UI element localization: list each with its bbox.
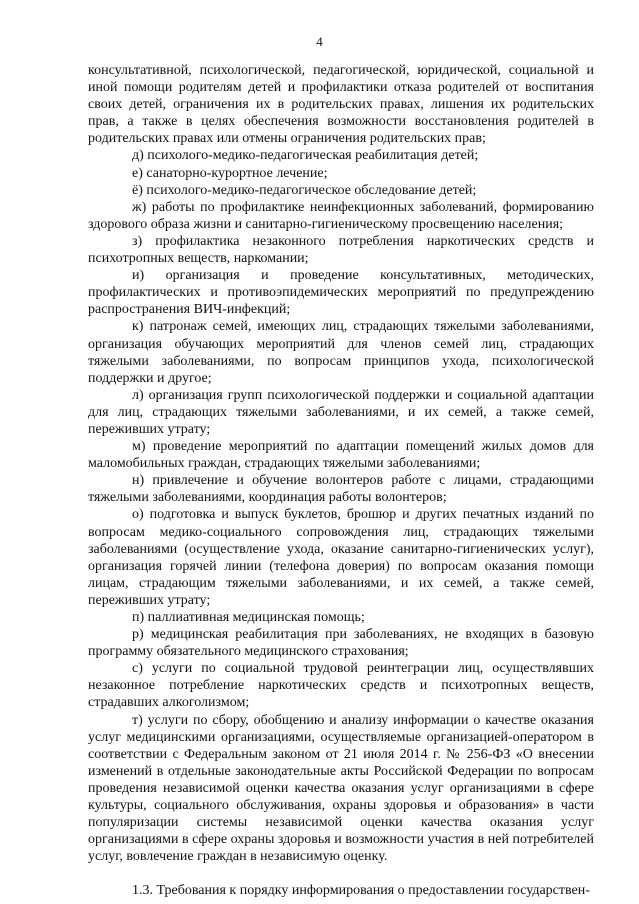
list-item-d: д) психолого-медико-педагогическая реабилитация детей; [132,148,479,164]
list-item-zh: ж) работы по профилактике неинфекционных заболеваний, формированию здорового образа жизни и санитарно-гигиеническому просвещению населения; [88,199,594,232]
list-item-yo: ё) психолого-медико-педагогическое обследование детей; [132,182,477,198]
list-item-e: е) санаторно-курортное лечение; [132,165,328,181]
list-item-z: з) профилактика незаконного потребления наркотических средств и психотропных веществ, наркомании; [88,233,594,267]
list-item-i: и) организация и проведение консультативных, методических, профилактических и противоэпидемических мероприятий по предупреждению распространения ВИЧ-инфекций; [88,268,594,318]
page-number: 4 [316,34,323,49]
list-item-m: м) проведение мероприятий по адаптации помещений жилых домов для маломобильных граждан, страдающих тяжелыми заболеваниями; [88,439,594,472]
list-item-s: с) услуги по социальной трудовой реинтеграции лиц, осуществлявших незаконное потребление наркотических средств и психотропных веществ, страдавших алкоголизмом; [88,661,594,711]
list-item-r: р) медицинская реабилитация при заболеваниях, не входящих в базовую программу обязательного медицинского страхования; [88,627,594,660]
list-item-o: о) подготовка и выпуск буклетов, брошюр и других печатных изданий по вопросам медико-социального сопровождения лиц, страдающих тяжелыми заболеваниями (осуществление ухода, оказание санитарно-гигиенических услуг), организация горячей линии (телефона доверия) по вопросам оказания помощи лицам, страдающим тяжелыми заболеваниями, и их семей, а также семей, переживших утрату; [88,507,594,608]
list-item-k: к) патронаж семей, имеющих лиц, страдающих тяжелыми заболеваниями, организация обучающих мероприятий для членов семей лиц, страдающих тяжелыми заболеваниями, по вопросам принципов ухода, психологической поддержки и другое; [88,319,594,386]
document-body [88,62,594,900]
list-item-l: л) организация групп психологической поддержки и социальной адаптации для лиц, страдающих тяжелыми заболеваниями, и их семей, а также семей, переживших утрату; [88,387,594,437]
paragraph-continuation: консультативной, психологической, педагогической, юридической, социальной и иной помощи родителям детей и профилактики отказа родителей от воспитания своих детей, ограничения их в родительских правах, лишения их родительских прав, а также в целях обеспечения возможности восстановления родителей в родительских правах или отмены ограничения родительских прав; [88,63,594,147]
list-item-t: т) услуги по сбору, обобщению и анализу информации о качестве оказания услуг медицинскими организациями, осуществляемые организацией-оператором в соответствии с Федеральным законом от 21 июля 2014 г. № 256-ФЗ «О внесении изменений в отдельные законодательные акты Российской Федерации по вопросам проведения независимой оценки качества оказания услуг организациями в сфере культуры, социального обслуживания, охраны здоровья и образования» в части популяризации системы независимой оценки качества оказания услуг организациями в сфере охраны здоровья и возможности участия в ней потребителей услуг, вовлечение граждан в независимую оценку. [88,712,594,865]
section-heading: 1.3. Требования к порядку информирования о предоставлении государствен- [132,883,590,899]
list-item-n: н) привлечение и обучение волонтеров работе с лицами, страдающими тяжелыми заболеваниями, координация работы волонтеров; [88,473,594,506]
list-item-p: п) паллиативная медицинская помощь; [132,610,365,625]
